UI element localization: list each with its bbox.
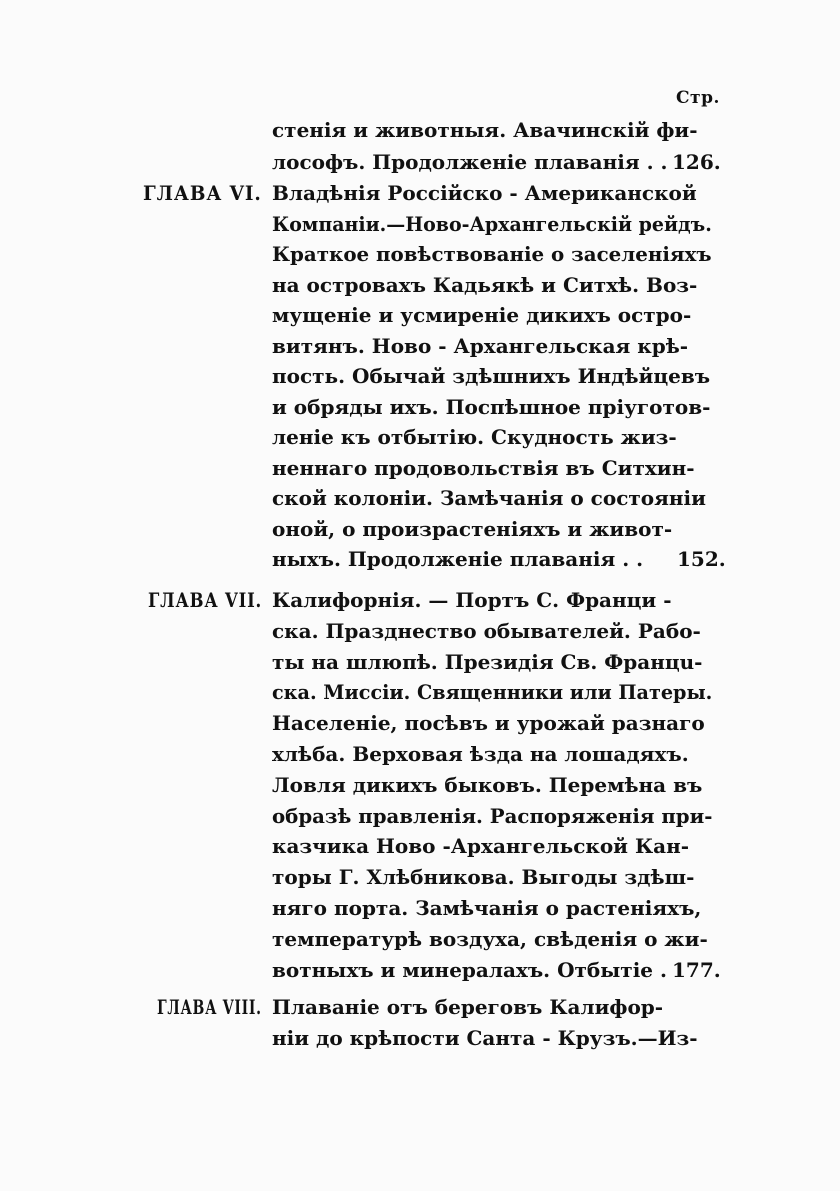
- toc-text-line: ныхъ. Продолженіе плаванія . .: [272, 547, 644, 571]
- toc-text-line: вотныхъ и минералахъ. Отбытіе .: [272, 957, 667, 982]
- toc-text-line: на островахъ Кадьякѣ и Ситхѣ. Воз-: [272, 272, 698, 297]
- toc-text-line: Владѣнія Россійско - Американской: [272, 181, 697, 205]
- toc-text-line: казчика Ново -Архангельской Кан-: [272, 834, 690, 859]
- page-number: 177.: [672, 957, 721, 982]
- toc-text-line: оной, о произрастеніяхъ и живот-: [272, 516, 673, 541]
- toc-text-line: образѣ правленія. Распоряженія при-: [272, 803, 713, 828]
- toc-text-line: ска. Миссіи. Священники или Патеры.: [272, 680, 713, 705]
- toc-text-line: ска. Празднество обывателей. Рабо-: [272, 618, 701, 643]
- page-number: 152.: [677, 547, 726, 571]
- page-number: 126.: [672, 149, 721, 174]
- toc-text-line: лософъ. Продолженіе плаванія . .: [272, 149, 668, 174]
- toc-text-line: витянъ. Ново - Архангельская крѣ-: [272, 333, 689, 358]
- toc-text-line: пость. Обычай здѣшнихъ Индѣйцевъ: [272, 364, 711, 388]
- toc-text-line: ніи до крѣпости Санта - Крузъ.—Из-: [272, 1026, 698, 1050]
- toc-text-line: стенія и животныя. Авачинскій фи-: [272, 118, 698, 142]
- toc-text-line: Ловля дикихъ быковъ. Перемѣна въ: [272, 772, 703, 797]
- page-column-label: Стр.: [676, 88, 720, 108]
- toc-text-line: мущеніе и усмиреніе дикихъ остро-: [272, 303, 692, 327]
- toc-text-line: и обряды ихъ. Поспѣшное пріуготов-: [272, 394, 711, 419]
- toc-text-line: Компаніи.—Ново-Архангельскій рейдъ.: [272, 211, 712, 236]
- toc-text-line: температурѣ воздуха, свѣденія о жи-: [272, 926, 708, 951]
- toc-text-line: Населеніе, посѣвъ и урожай разнаго: [272, 711, 705, 736]
- chapter-heading: ГЛАВА VIII.: [157, 995, 262, 1019]
- toc-text-line: торы Г. Хлѣбникова. Выгоды здѣш-: [272, 865, 695, 890]
- chapter-heading: ГЛАВА VI.: [143, 181, 262, 205]
- chapter-heading: ГЛАВА VII.: [148, 588, 263, 612]
- toc-text-line: няго порта. Замѣчанія о растеніяхъ,: [272, 896, 702, 920]
- toc-text-line: ской колоніи. Замѣчанія о состояніи: [272, 486, 706, 510]
- toc-text-line: Краткое повѣствованіе о заселеніяхъ: [272, 242, 712, 266]
- toc-text-line: ты на шлюпѣ. Президія Св. Францu-: [272, 649, 703, 674]
- toc-text-line: хлѣба. Верховая ѣзда на лошадяхъ.: [272, 742, 689, 766]
- toc-text-line: леніе къ отбытію. Скудность жиз-: [272, 425, 677, 449]
- toc-text-line: Калифорнія. — Портъ С. Франци -: [272, 588, 672, 612]
- toc-text-line: Плаваніе отъ береговъ Калифор-: [272, 995, 664, 1019]
- toc-text-line: неннаго продовольствія въ Ситхин-: [272, 455, 695, 480]
